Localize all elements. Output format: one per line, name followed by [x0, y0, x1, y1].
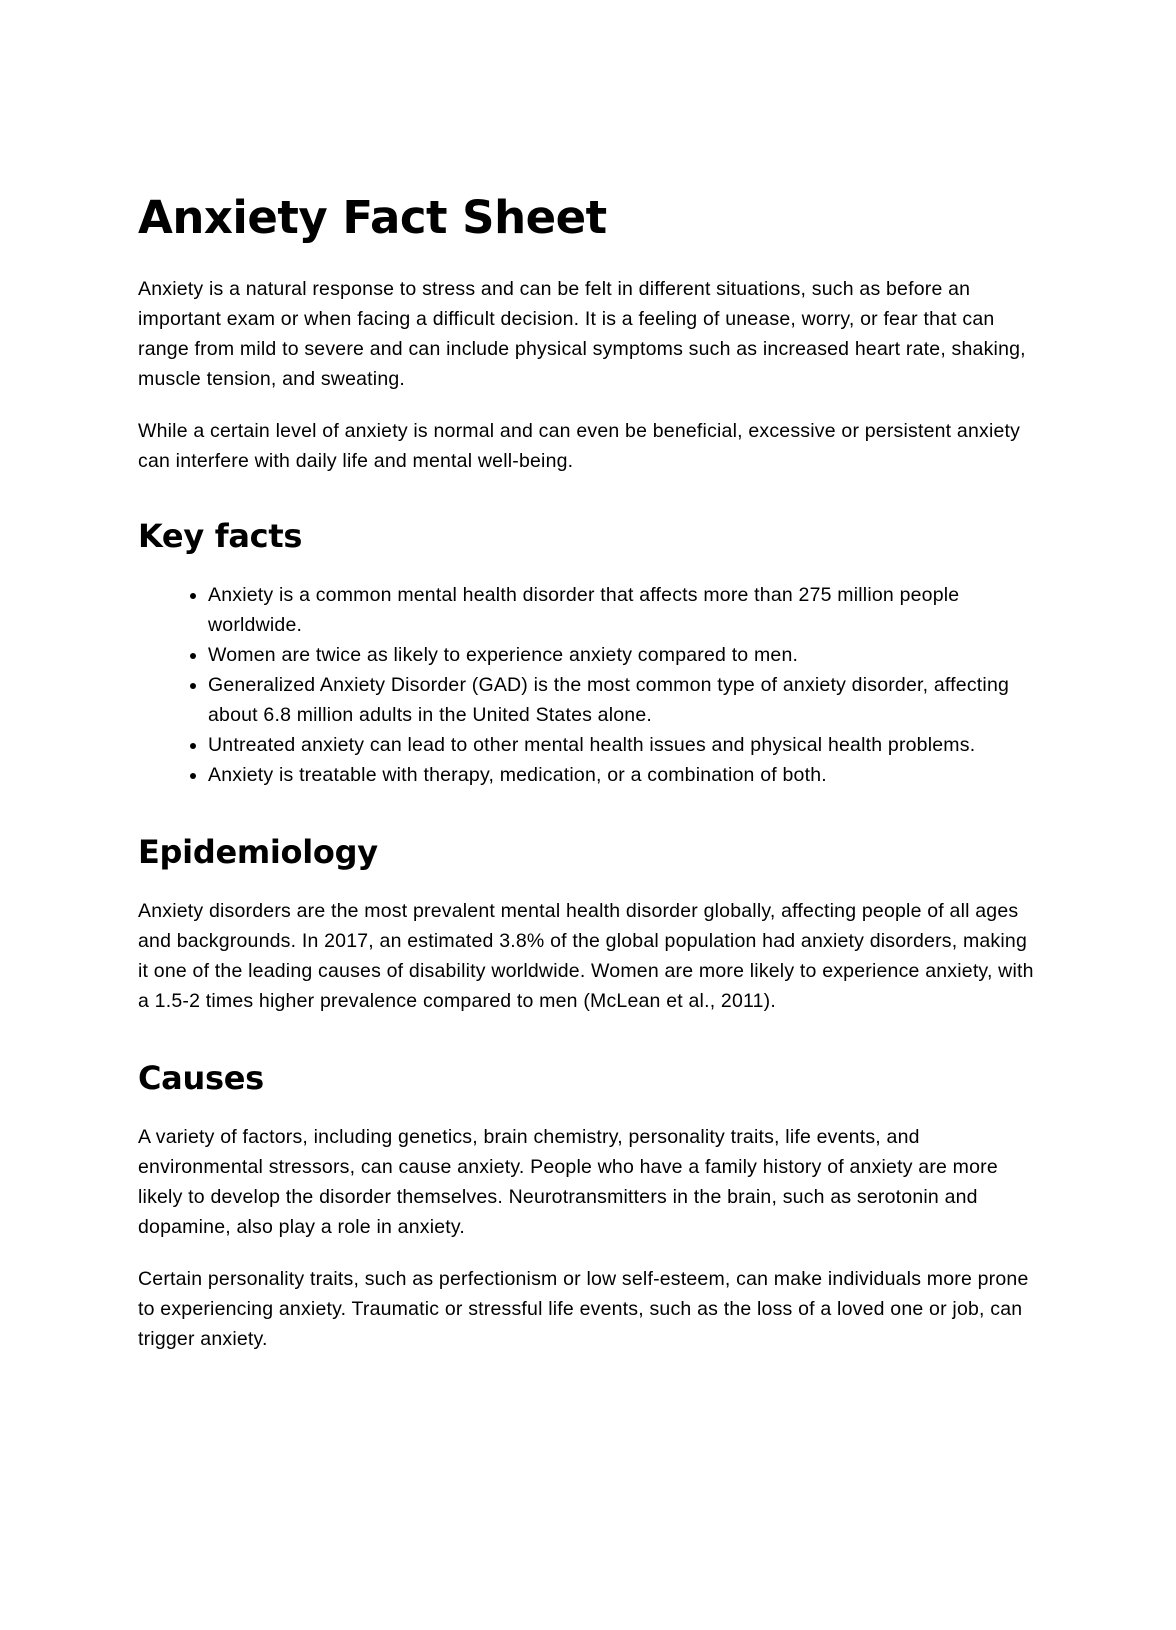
causes-heading: Causes [138, 1059, 264, 1097]
key-facts-heading: Key facts [138, 517, 303, 555]
list-item: • Untreated anxiety can lead to other mental health issues and physical health problems. [208, 730, 1038, 760]
list-item: • Generalized Anxiety Disorder (GAD) is the most common type of anxiety disorder, affecting about 6.8 million adults in the United States alone. [208, 670, 1038, 730]
intro-paragraph: While a certain level of anxiety is normal and can even be beneficial, excessive or persistent anxiety can interfere with daily life and mental well-being. [138, 420, 1021, 472]
list-item: • Women are twice as likely to experience anxiety compared to men. [208, 640, 1038, 670]
causes-paragraph: Certain personality traits, such as perfectionism or low self-esteem, can make individuals more prone to experiencing anxiety. Traumatic or stressful life events, such as the loss of a loved one or job, can trigger anxiety. [138, 1268, 1029, 1350]
page-title: Anxiety Fact Sheet [138, 191, 607, 244]
list-item: • Anxiety is treatable with therapy, medication, or a combination of both. [208, 760, 1038, 790]
epidemiology-paragraph: Anxiety disorders are the most prevalent mental health disorder globally, affecting people of all ages and backgrounds. In 2017, an estimated 3.8% of the global population had anxiety disorders, making it one of the leading causes of disability worldwide. Women are more likely to experience anxiety, with a 1.5-2 times higher prevalence compared to men (McLean et al., 2011). [138, 900, 1034, 1012]
intro-paragraph: Anxiety is a natural response to stress and can be felt in different situations, such as before an important exam or when facing a difficult decision. It is a feeling of unease, worry, or fear that can range from mild to severe and can include physical symptoms such as increased heart rate, shaking, muscle tension, and sweating. [138, 278, 1026, 390]
list-item: • Anxiety is a common mental health disorder that affects more than 275 million people worldwide. [208, 580, 1038, 640]
epidemiology-heading: Epidemiology [138, 833, 378, 871]
document-page [138, 190, 1038, 1376]
causes-paragraph: A variety of factors, including genetics, brain chemistry, personality traits, life events, and environmental stressors, can cause anxiety. People who have a family history of anxiety are more likely to develop the disorder themselves. Neurotransmitters in the brain, such as serotonin and dopamine, also play a role in anxiety. [138, 1126, 998, 1238]
key-facts-list [138, 580, 1038, 790]
